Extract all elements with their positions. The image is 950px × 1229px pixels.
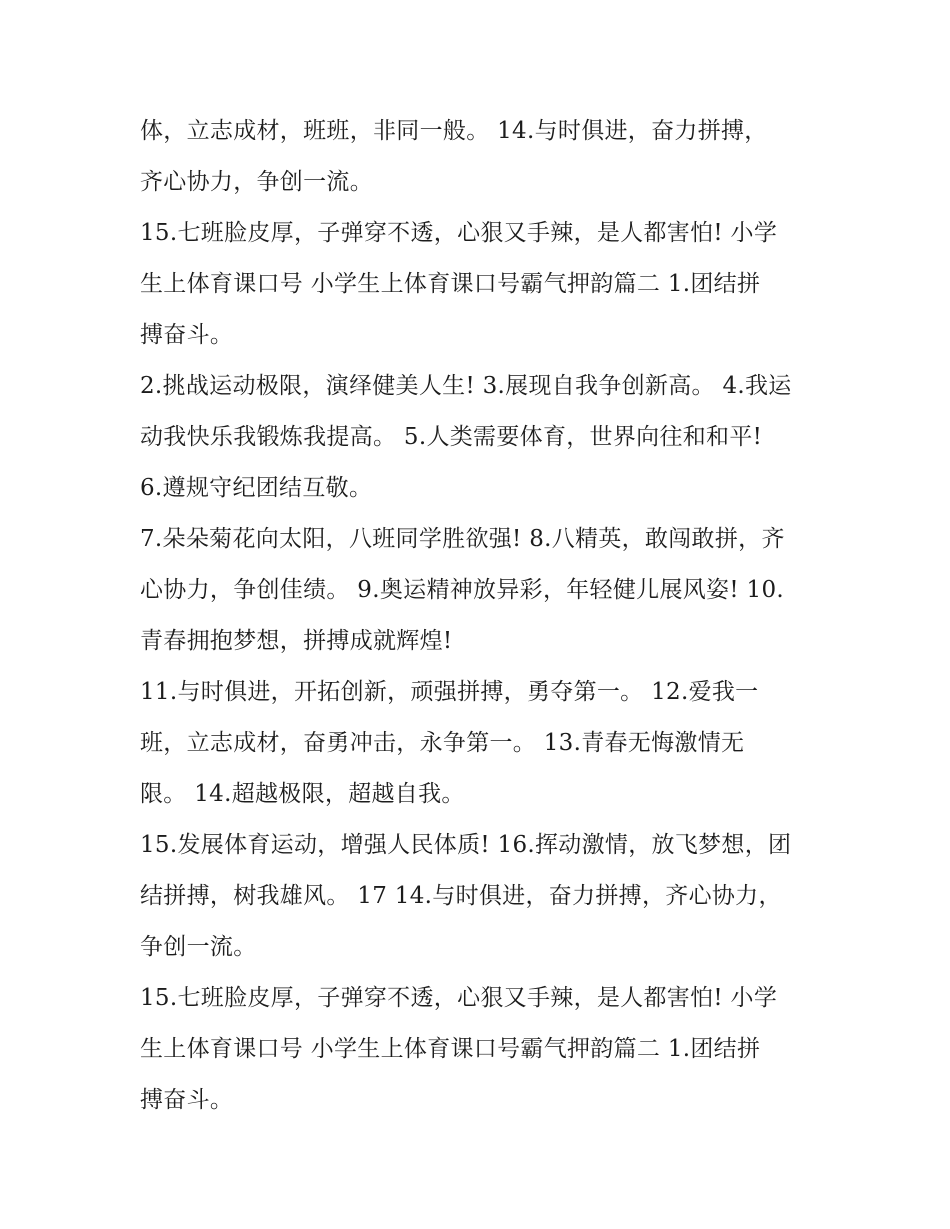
text-line: 15.七班脸皮厚，子弹穿不透，心狠又手辣，是人都害怕! 小学 <box>140 220 778 246</box>
text-line: 齐心协力，争创一流。 <box>140 169 373 195</box>
text-line: 搏奋斗。 <box>140 1087 234 1113</box>
document-body <box>140 106 812 1126</box>
text-line: 7.朵朵菊花向太阳，八班同学胜欲强! 8.八精英，敢闯敢拼，齐 <box>140 526 785 552</box>
paragraph <box>140 514 812 667</box>
text-line: 动我快乐我锻炼我提高。 5.人类需要体育，世界向往和和平! <box>140 424 763 450</box>
text-line: 15.七班脸皮厚，子弹穿不透，心狠又手辣，是人都害怕! 小学 <box>140 985 778 1011</box>
text-line: 结拼搏，树我雄风。 17 14.与时俱进，奋力拼搏，齐心协力， <box>140 883 782 909</box>
paragraph <box>140 820 812 973</box>
text-line: 青春拥抱梦想，拼搏成就辉煌! <box>140 628 453 654</box>
text-line: 生上体育课口号 小学生上体育课口号霸气押韵篇二 1.团结拼 <box>140 271 761 297</box>
text-line: 15.发展体育运动，增强人民体质! 16.挥动激情，放飞梦想，团 <box>140 832 792 858</box>
text-line: 11.与时俱进，开拓创新，顽强拼搏，勇夺第一。 12.爱我一 <box>140 679 759 705</box>
paragraph <box>140 106 812 208</box>
text-line: 生上体育课口号 小学生上体育课口号霸气押韵篇二 1.团结拼 <box>140 1036 761 1062</box>
text-line: 争创一流。 <box>140 934 257 960</box>
paragraph <box>140 973 812 1126</box>
text-line: 搏奋斗。 <box>140 322 234 348</box>
text-line: 体，立志成材，班班，非同一般。 14.与时俱进，奋力拼搏， <box>140 118 768 144</box>
text-line: 心协力，争创佳绩。 9.奥运精神放异彩，年轻健儿展风姿! 10. <box>140 577 784 603</box>
text-line: 6.遵规守纪团结互敬。 <box>140 475 373 501</box>
text-line: 2.挑战运动极限，演绎健美人生! 3.展现自我争创新高。 4.我运 <box>140 373 792 399</box>
paragraph <box>140 361 812 514</box>
text-line: 限。 14.超越极限，超越自我。 <box>140 781 465 807</box>
text-line: 班，立志成材，奋勇冲击，永争第一。 13.青春无悔激情无 <box>140 730 745 756</box>
paragraph <box>140 208 812 361</box>
paragraph <box>140 667 812 820</box>
